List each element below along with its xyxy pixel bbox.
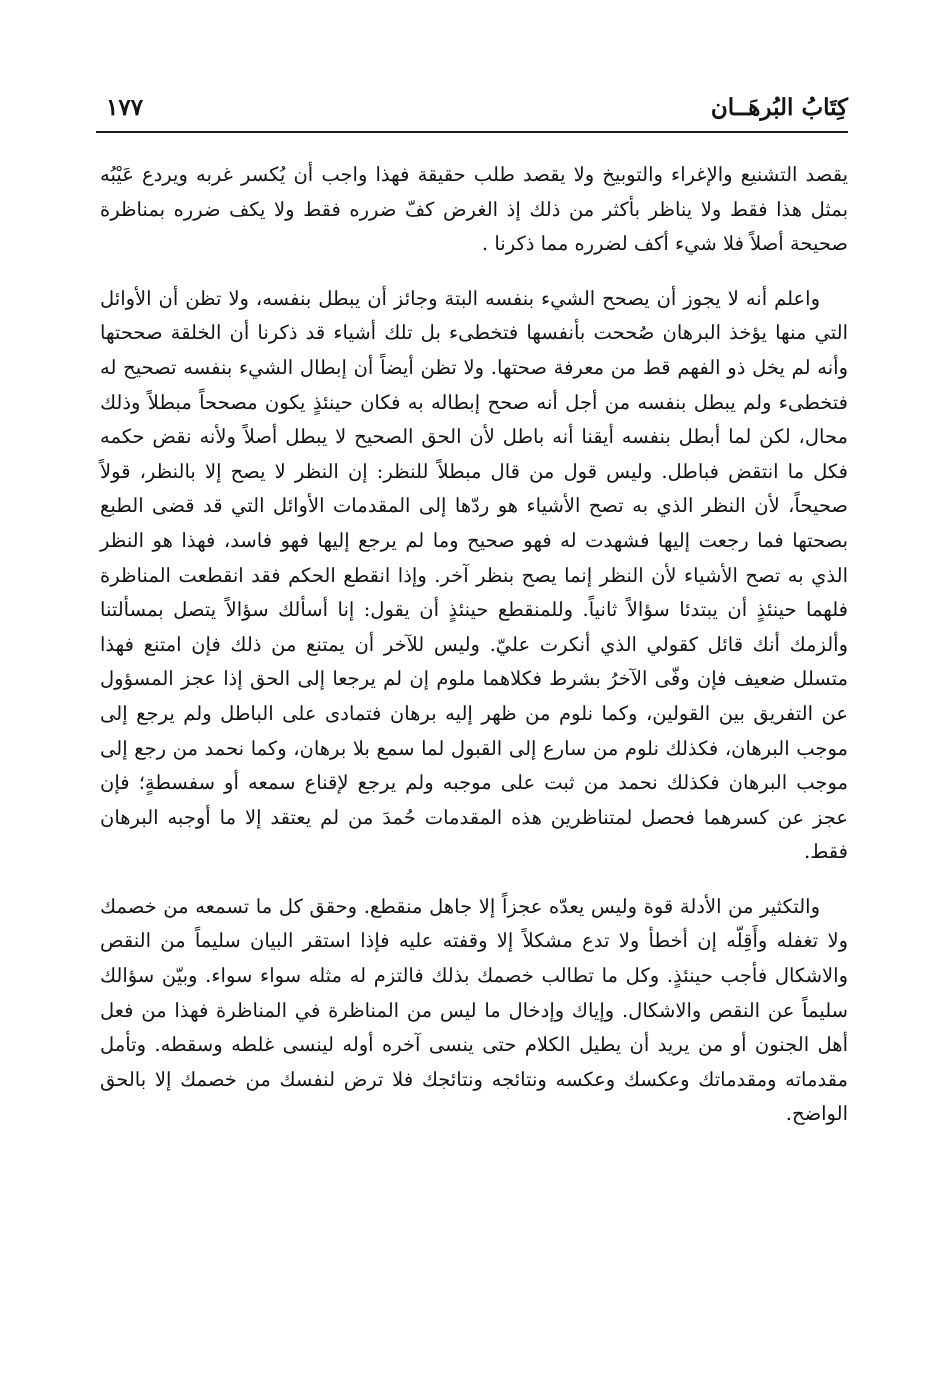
paragraph-continuation: يقصد التشنيع والإغراء والتوبيخ ولا يقصد طلب حقيقة فهذا واجب أن يُكسر غربه ويردع عَيْبُه بمثل هذا فقط ولا يناظر بأكثر من ذلك إذ الغرض كفّ ضرره فقط ولا يكف ضرره بمناظرة صحيحة أصلاً فلا شيء أكف لضرره مما ذكرنا . — [100, 163, 848, 256]
book-title: كِتَابُ البُرهَــان — [710, 94, 848, 121]
page-number: ١٧٧ — [106, 94, 144, 121]
running-header — [96, 88, 848, 128]
paragraph-final: والتكثير من الأدلة قوة وليس يعدّه عجزاً إلا جاهل منقطع. وحقق كل ما تسمعه من خصمك ولا تغفله وأَقِلّه إن أخطأ ولا تدع مشكلاً إلا وقفته عليه فإذا استقر البيان سليماً من النقص والاشكال فأجب حينئذٍ. وكل ما تطالب خصمك بذلك فالتزم له مثله سواء سواء. وبيّن سؤالك سليماً عن النقص والاشكال. وإياك وإدخال ما ليس من المناظرة في المناظرة فهذا من فعل أهل الجنون أو من يريد أن يطيل الكلام حتى ينسى آخره أوله لينسى غلطه وسقطه. وتأمل مقدماته ومقدماتك وعكسك وعكسه ونتائجه ونتائجك فلا ترض لنفسك من خصمك إلا بالحق الواضح. — [100, 894, 848, 1126]
paragraph-main: واعلم أنه لا يجوز أن يصحح الشيء بنفسه البتة وجائز أن يبطل بنفسه، ولا تظن أن الأوائل التي منها يؤخذ البرهان صُححت بأنفسها فتخطىء بل تلك أشياء قد ذكرنا أن الخلقة صححتها وأنه لم يخل ذو الفهم قط من معرفة صحتها. ولا تظن أيضاً أن إبطال الشيء بنفسه تصحيح له فتخطىء ولم يبطل بنفسه من أجل أنه صحح إبطاله به فكان حينئذٍ يكون مصححاً مبطلاً وذلك محال، لكن لما أبطل بنفسه أيقنا أنه باطل لأن الحق الصحيح لا يبطل أصلاً ولأنه نقض حكمه فكل ما انتقض فباطل. وليس قول من قال مبطلاً للنظر: إن النظر لا يصح إلا بالنظر، قولاً صحيحاً، لأن النظر الذي به تصح الأشياء هو ردّها إلى المقدمات الأوائل التي قد قضى الطبع بصحتها فما رجعت إليها فشهدت له فهو صحيح وما لم يرجع إليها فهو فاسد، فهذا هو النظر الذي به تصح الأشياء لأن النظر إنما يصح بنظر آخر. وإذا انقطع الحكم فقد انقطعت المناظرة فلهما حينئذٍ أن يبتدئا سؤالاً ثانياً. وللمنقطع حينئذٍ أن يقول: إنا أسألك سؤالاً يتصل بمسألتنا وألزمك أنك قائل كقولي الذي أنكرت عليّ. وليس للآخر أن يمتنع من ذلك فإن امتنع فهذا متسلل ضعيف فإن وفّى الآخرُ بشرط فكلاهما ملوم إن لم يرجعا إلى الحق إذا عجز المسؤول عن التفريق بين القولين، وكما نلوم من ظهر إليه برهان فتمادى على الباطل ولم يرجع إلى موجب البرهان، فكذلك نلوم من سارع إلى القبول لما سمع بلا برهان، وكما نحمد من رجع إلى موجب البرهان فكذلك نحمد من ثبت على موجبه ولم يرجع لإقناع سمعه أو سفسطةٍ؛ فإن عجز عن كسرهما فحصل لمتناظرين هذه المقدمات حُمدَ من لم يعتقد إلا ما أوجبه البرهان فقط. — [100, 286, 848, 864]
header-divider — [96, 131, 848, 133]
body-text — [100, 158, 848, 1132]
